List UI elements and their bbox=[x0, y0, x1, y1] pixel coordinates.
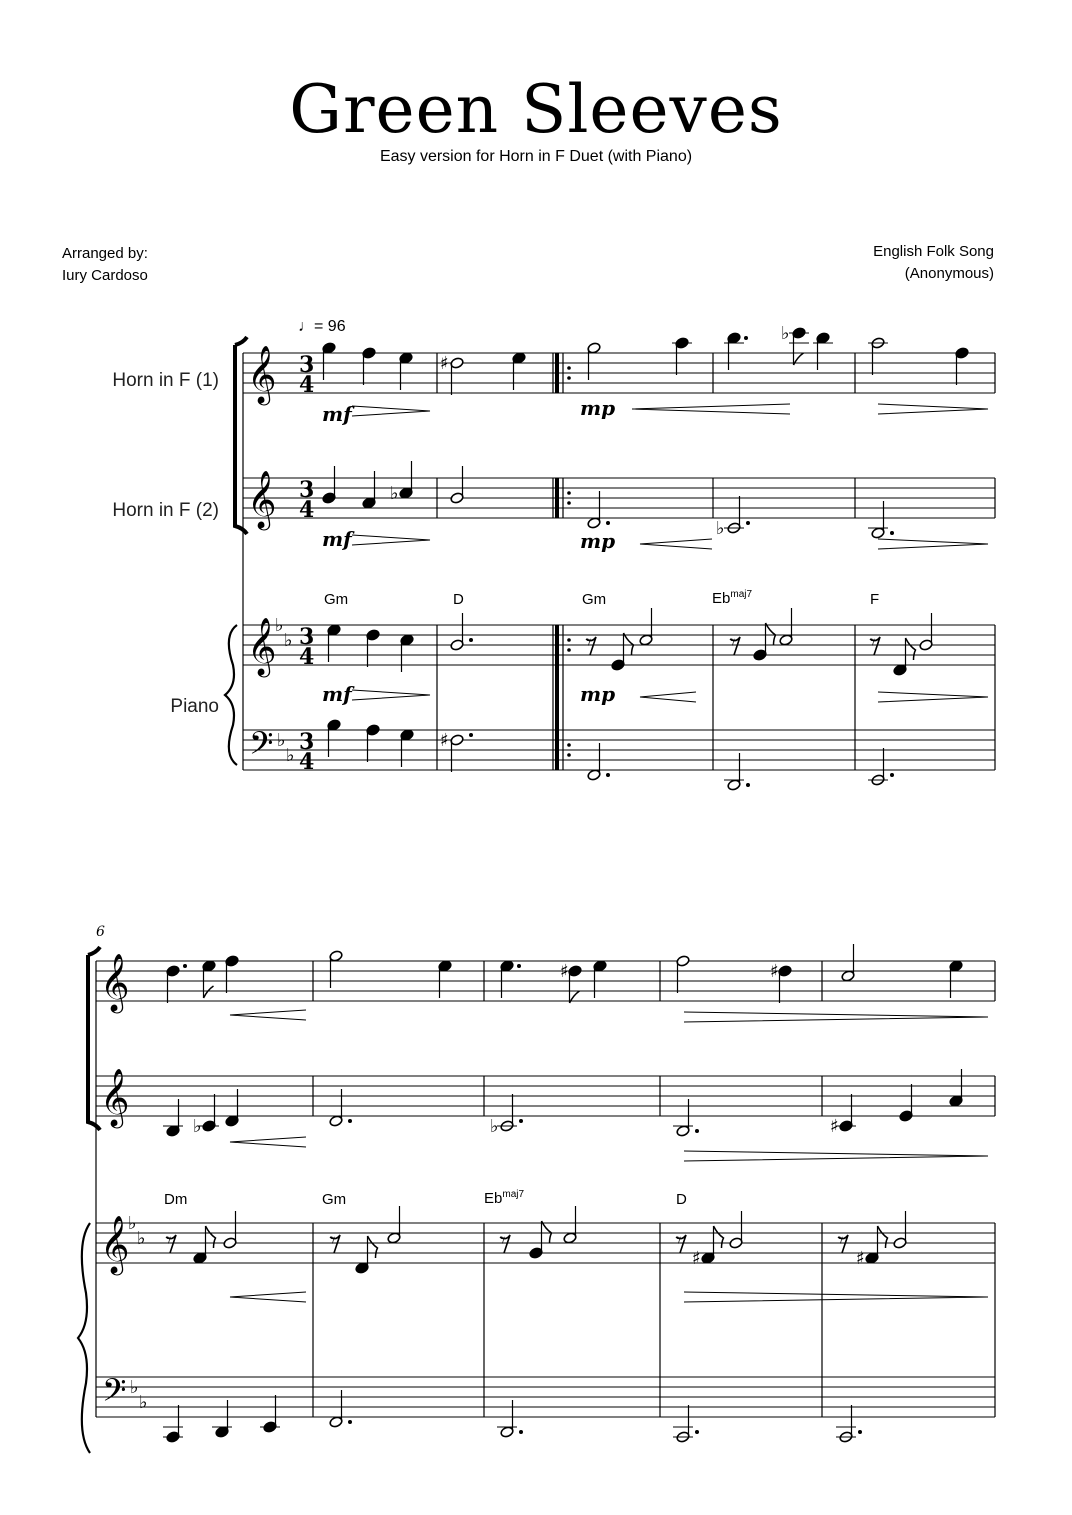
chord-symbol: Gm bbox=[324, 591, 349, 608]
time-signature-top: 3 bbox=[299, 477, 315, 503]
sharp-icon: ♯ bbox=[692, 1248, 701, 1269]
augmentation-dot bbox=[746, 783, 750, 787]
note-flag bbox=[624, 633, 634, 655]
eighth-rest-icon: 𝄾 bbox=[730, 630, 736, 654]
bass-clef-icon: 𝄢 bbox=[249, 725, 274, 769]
dynamic-marking: mf bbox=[322, 527, 352, 551]
augmentation-dot bbox=[517, 964, 521, 968]
eighth-rest-icon: 𝄾 bbox=[166, 1228, 172, 1252]
composer-line-2: (Anonymous) bbox=[904, 265, 994, 282]
chord-symbol: Dm bbox=[164, 1191, 188, 1208]
augmentation-dot bbox=[519, 1119, 523, 1123]
flat-icon: ♭ bbox=[277, 730, 286, 751]
flat-icon: ♭ bbox=[490, 1116, 499, 1137]
chord-symbol: D bbox=[676, 1191, 687, 1208]
augmentation-dot bbox=[469, 638, 473, 642]
decrescendo-hairpin bbox=[684, 1012, 988, 1022]
time-signature-top: 3 bbox=[299, 729, 315, 755]
tempo-value: = 96 bbox=[314, 318, 346, 335]
decrescendo-hairpin bbox=[352, 535, 430, 545]
chord-symbol: D bbox=[453, 591, 464, 608]
crescendo-hairpin bbox=[640, 692, 696, 702]
arranger-name: Iury Cardoso bbox=[62, 267, 148, 284]
flat-icon: ♭ bbox=[130, 1377, 139, 1398]
decrescendo-hairpin bbox=[684, 1151, 988, 1161]
flat-icon: ♭ bbox=[193, 1116, 202, 1137]
treble-clef-icon: 𝄞 bbox=[247, 345, 277, 403]
repeat-dot bbox=[567, 753, 571, 757]
flat-icon: ♭ bbox=[139, 1392, 148, 1413]
decrescendo-hairpin bbox=[878, 404, 988, 414]
note-flag bbox=[206, 1226, 216, 1248]
note-flag bbox=[766, 623, 776, 645]
crescendo-hairpin bbox=[230, 1010, 306, 1020]
flat-icon: ♭ bbox=[781, 323, 790, 344]
augmentation-dot bbox=[890, 773, 894, 777]
sharp-icon: ♯ bbox=[856, 1248, 865, 1269]
repeat-dot bbox=[567, 743, 571, 747]
page-subtitle: Easy version for Horn in F Duet (with Piano) bbox=[379, 148, 693, 165]
augmentation-dot bbox=[858, 1430, 862, 1434]
decrescendo-hairpin bbox=[878, 692, 988, 702]
note-flag bbox=[906, 638, 916, 660]
sharp-icon: ♯ bbox=[440, 730, 449, 751]
augmentation-dot bbox=[183, 964, 187, 968]
eighth-rest-icon: 𝄾 bbox=[330, 1228, 336, 1252]
composer-line-1: English Folk Song bbox=[873, 243, 994, 260]
treble-clef-icon: 𝄞 bbox=[247, 617, 277, 675]
flat-icon: ♭ bbox=[716, 518, 725, 539]
flat-icon: ♭ bbox=[137, 1228, 146, 1249]
note-flag bbox=[204, 986, 214, 998]
sharp-icon: ♯ bbox=[560, 961, 569, 982]
eighth-rest-icon: 𝄾 bbox=[870, 630, 876, 654]
bass-clef-icon: 𝄢 bbox=[102, 1372, 127, 1416]
chord-symbol: F bbox=[870, 591, 880, 608]
repeat-dot bbox=[567, 648, 571, 652]
chord-symbol-maj7: $Eb^{maj7}$ bbox=[484, 1189, 525, 1207]
arranger-label: Arranged by: bbox=[62, 245, 148, 262]
crescendo-hairpin bbox=[632, 404, 790, 414]
decrescendo-hairpin bbox=[684, 1292, 988, 1302]
dynamic-marking: mf bbox=[322, 402, 352, 426]
augmentation-dot bbox=[695, 1129, 699, 1133]
time-signature-bottom: 4 bbox=[299, 497, 315, 523]
repeat-dot bbox=[567, 638, 571, 642]
augmentation-dot bbox=[469, 733, 473, 737]
time-signature-bottom: 4 bbox=[299, 749, 315, 775]
flat-icon: ♭ bbox=[275, 615, 284, 636]
note-flag bbox=[714, 1226, 724, 1248]
eighth-rest-icon: 𝄾 bbox=[586, 630, 592, 654]
sharp-icon: ♯ bbox=[440, 353, 449, 374]
flat-icon: ♭ bbox=[390, 483, 399, 504]
chord-symbol-maj7: $Eb^{maj7}$ bbox=[712, 589, 753, 607]
flat-icon: ♭ bbox=[128, 1213, 137, 1234]
quarter-note-icon: ♩ bbox=[298, 318, 314, 335]
chord-symbol: Gm bbox=[582, 591, 607, 608]
note-flag bbox=[878, 1226, 888, 1248]
treble-clef-icon: 𝄞 bbox=[100, 1068, 130, 1126]
time-signature-top: 3 bbox=[299, 624, 315, 650]
flat-icon: ♭ bbox=[284, 630, 293, 651]
decrescendo-hairpin bbox=[878, 539, 988, 549]
chord-symbol: Gm bbox=[322, 1191, 347, 1208]
decrescendo-hairpin bbox=[352, 406, 430, 416]
note-flag bbox=[368, 1236, 378, 1258]
treble-clef-icon: 𝄞 bbox=[247, 470, 277, 528]
dynamic-marking: mp bbox=[580, 682, 616, 706]
dynamic-marking: mp bbox=[580, 396, 616, 420]
augmentation-dot bbox=[348, 1119, 352, 1123]
page-title: Green Sleeves bbox=[289, 71, 783, 148]
time-signature-bottom: 4 bbox=[299, 644, 315, 670]
horn-bracket bbox=[88, 947, 100, 1130]
piano-brace bbox=[78, 1223, 90, 1453]
repeat-dot bbox=[567, 491, 571, 495]
horn-bracket bbox=[235, 337, 247, 534]
sharp-icon: ♯ bbox=[770, 961, 779, 982]
piano-brace bbox=[225, 625, 237, 765]
instrument-piano: Piano bbox=[170, 696, 219, 717]
repeat-dot bbox=[567, 376, 571, 380]
augmentation-dot bbox=[348, 1420, 352, 1424]
measure-number: 6 bbox=[96, 924, 105, 940]
decrescendo-hairpin bbox=[352, 690, 430, 700]
crescendo-hairpin bbox=[640, 539, 712, 549]
dynamic-marking: mp bbox=[580, 529, 616, 553]
crescendo-hairpin bbox=[230, 1137, 306, 1147]
repeat-dot bbox=[567, 366, 571, 370]
time-signature-bottom: 4 bbox=[299, 372, 315, 398]
augmentation-dot bbox=[606, 521, 610, 525]
augmentation-dot bbox=[695, 1430, 699, 1434]
augmentation-dot bbox=[606, 773, 610, 777]
flat-icon: ♭ bbox=[286, 745, 295, 766]
sharp-icon: ♯ bbox=[830, 1116, 839, 1137]
time-signature-top: 3 bbox=[299, 352, 315, 378]
treble-clef-icon: 𝄞 bbox=[100, 1215, 130, 1273]
augmentation-dot bbox=[890, 531, 894, 535]
treble-clef-icon: 𝄞 bbox=[100, 953, 130, 1011]
crescendo-hairpin bbox=[230, 1292, 306, 1302]
augmentation-dot bbox=[746, 521, 750, 525]
augmentation-dot bbox=[519, 1430, 523, 1434]
eighth-rest-icon: 𝄾 bbox=[676, 1228, 682, 1252]
dynamic-marking: mf bbox=[322, 682, 352, 706]
eighth-rest-icon: 𝄾 bbox=[838, 1228, 844, 1252]
instrument-horn-2: Horn in F (2) bbox=[112, 500, 219, 521]
augmentation-dot bbox=[744, 336, 748, 340]
repeat-dot bbox=[567, 501, 571, 505]
instrument-horn-1: Horn in F (1) bbox=[112, 370, 219, 391]
note-flag bbox=[542, 1221, 552, 1243]
eighth-rest-icon: 𝄾 bbox=[500, 1228, 506, 1252]
